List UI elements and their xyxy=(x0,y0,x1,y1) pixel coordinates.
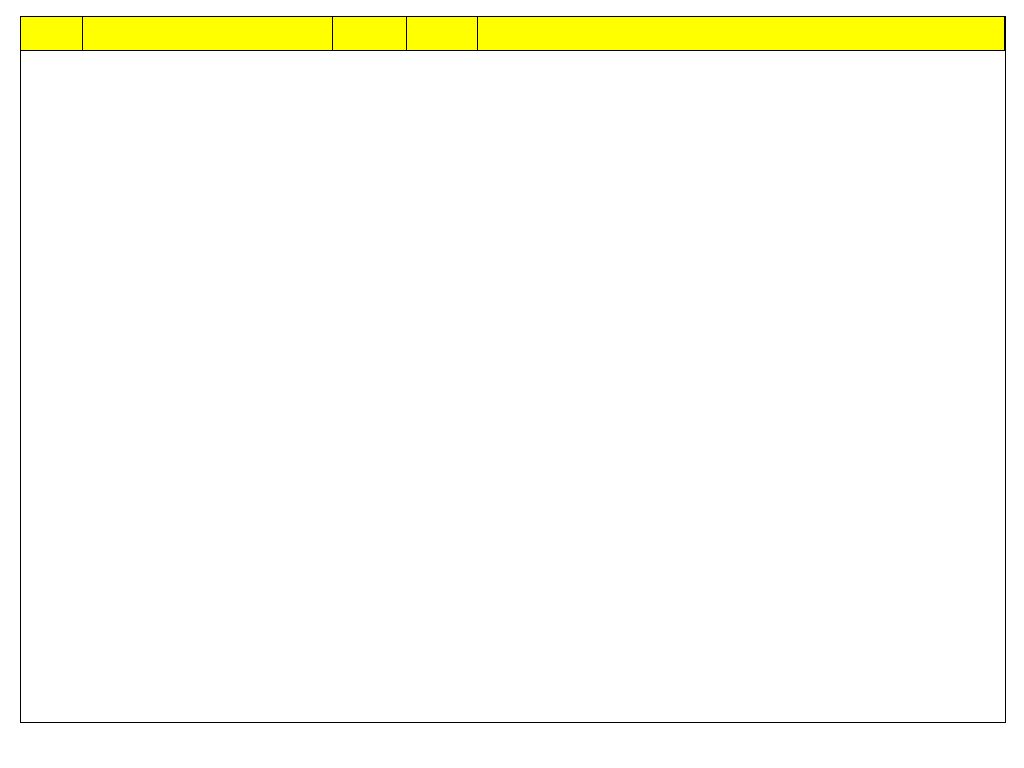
header-early-start xyxy=(333,17,407,51)
header-activity-id xyxy=(21,17,83,51)
timeline-header xyxy=(478,17,1005,51)
gantt-sheet xyxy=(20,16,1006,723)
header-early-finish xyxy=(407,17,478,51)
header-activity-description xyxy=(83,17,333,51)
